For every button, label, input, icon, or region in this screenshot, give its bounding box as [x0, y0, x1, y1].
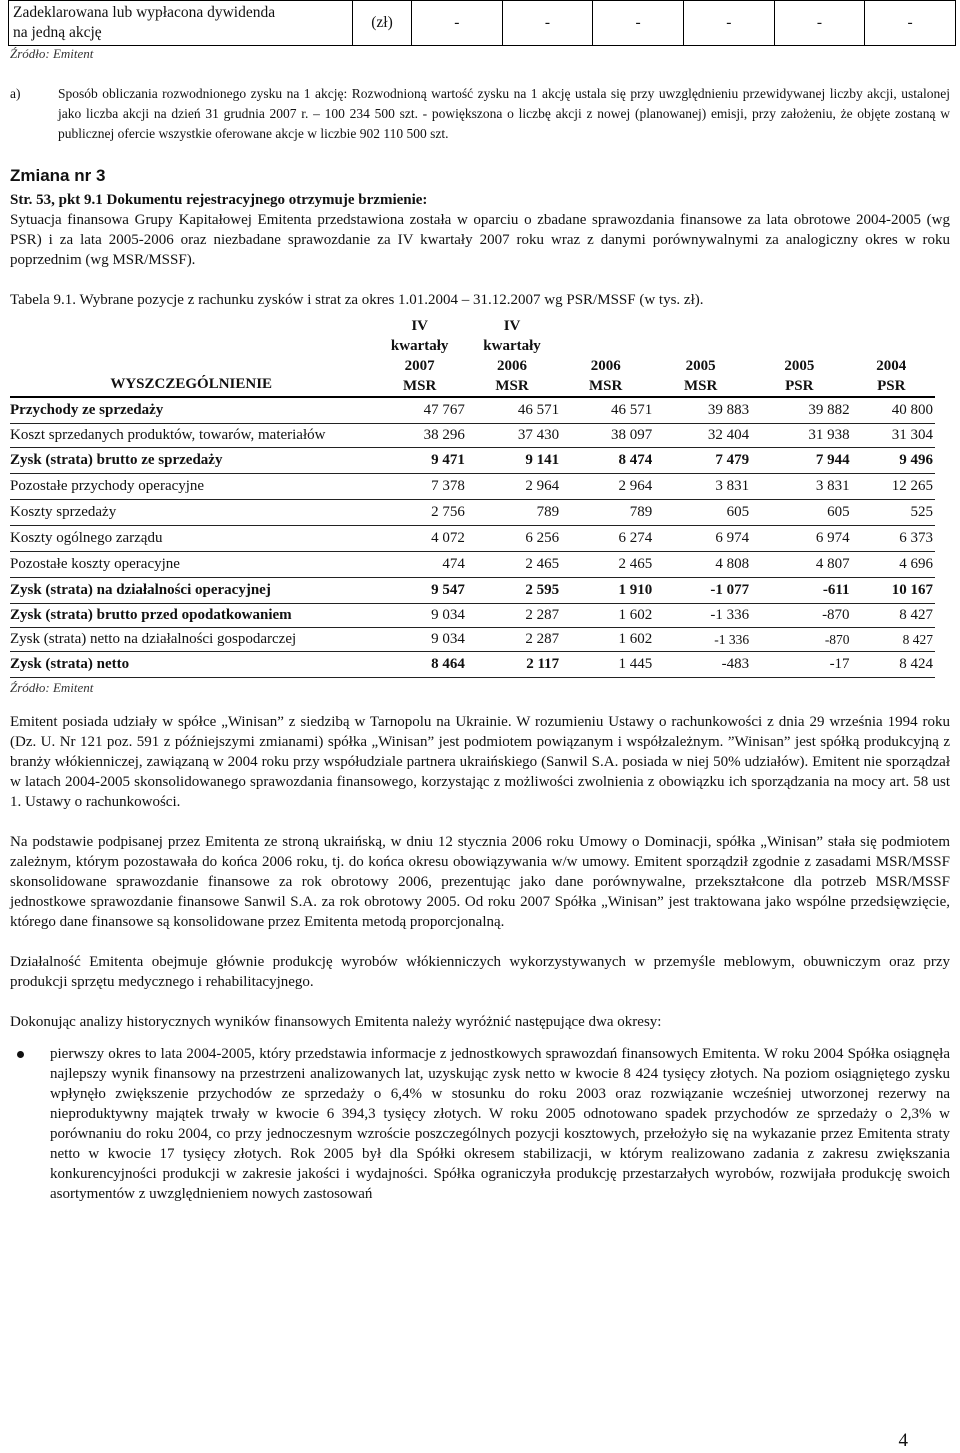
row-label: Koszty sprzedaży [10, 500, 376, 526]
column-header-line: PSR [785, 378, 814, 394]
table-cell: 8 464 [376, 652, 466, 678]
table-cell: 47 767 [376, 397, 466, 424]
column-header-line: MSR [402, 378, 437, 394]
table-cell: 2 964 [467, 474, 561, 500]
table-cell: 39 883 [654, 397, 751, 424]
table-row [10, 552, 935, 578]
table-cell: 1 602 [561, 628, 654, 652]
table-cell: 3 831 [751, 474, 851, 500]
column-header-line: IV [503, 318, 521, 334]
dividend-source: Źródło: Emitent [10, 46, 94, 61]
table-row [10, 526, 935, 552]
column-header-line: 2006 [590, 358, 621, 374]
financial-source: Źródło: Emitent [10, 680, 94, 695]
table-row [10, 474, 935, 500]
table-cell: 40 800 [852, 397, 935, 424]
list-item [50, 1044, 950, 1204]
table-cell: 474 [376, 552, 466, 578]
table-cell: 605 [751, 500, 851, 526]
dividend-label [9, 1, 353, 46]
table-cell: 9 496 [852, 448, 935, 474]
table-cell: 10 167 [852, 578, 935, 604]
table-cell: 31 304 [852, 424, 935, 448]
table-cell: 525 [852, 500, 935, 526]
table-caption: Tabela 9.1. Wybrane pozycje z rachunku zysków i strat za okres 1.01.2004 – 31.12.2007 wg PSR/MSSF (w tys. zł). [10, 292, 704, 308]
column-header-line: kwartały [390, 338, 449, 354]
table-cell: 2 595 [467, 578, 561, 604]
table-cell: 46 571 [467, 397, 561, 424]
table-cell: 7 944 [751, 448, 851, 474]
table-cell: 2 465 [467, 552, 561, 578]
dividend-table [8, 0, 956, 46]
note-a-text: Sposób obliczania rozwodnionego zysku na 1 akcję: Rozwodnioną wartość zysku na 1 akcję ustala się przy uwzględnieniu przewidywanej liczby akcji, ustalonej jako liczba akcji na dzień 31 grudnia 2007 r. – 100 234 500 szt. - powiększona o liczbę akcji z nowej (planowanej) emisji, przy założeniu, że objęte zostaną w publicznej ofercie wszystkie oferowane akcje w liczbie 902 110 500 szt. [58, 86, 950, 141]
header-wyszczegolnienie: WYSZCZEGÓLNIENIE [110, 376, 273, 392]
financial-table-body [10, 397, 935, 678]
table-cell: 9 141 [467, 448, 561, 474]
table-cell: 2 465 [561, 552, 654, 578]
dividend-label-line2: na jedną akcję [13, 24, 102, 41]
table-cell: 46 571 [561, 397, 654, 424]
paragraph-winisan: Emitent posiada udziały w spółce „Winisan” z siedzibą w Tarnopolu na Ukrainie. W rozumieniu Ustawy o rachunkowości z dnia 29 września 1994 roku (Dz. U. Nr 121 poz. 591 z późniejszymi zmianami) spółka „Winisan” jest podmiotem powiązanym i współzależnym. ”Winisan” jest spółką produkcyjną z branży włókienniczej, zawiązaną w 2004 roku przy współudziale partnera ukraińskiego (Sanwil S.A. posiada w niej 50% udziałów). Emitent nie sporządzał w latach 2004-2005 skonsolidowanego sprawozdania finansowego, korzystając z możliwości zwolnienia z obowiązku ich sporządzania na mocy art. 58 ust 1. Ustawy o rachunkowości. [10, 714, 950, 810]
dividend-unit: (zł) [353, 1, 412, 46]
table-cell: 9 471 [376, 448, 466, 474]
column-header-line: MSR [589, 378, 623, 394]
column-header-line: PSR [877, 378, 906, 394]
table-cell: 6 974 [654, 526, 751, 552]
table-row [10, 628, 935, 652]
change-intro: Sytuacja finansowa Grupy Kapitałowej Emitenta przedstawiona została w oparciu o zbadane sprawozdania finansowe za lata obrotowe 2004-2005 (wg PSR) i za lata 2005-2006 oraz niezbadane sprawozdanie za IV kwartały 2007 roku wraz z danymi porównywalnymi za analogiczny okres w roku poprzednim (wg MSR/MSSF). [10, 212, 950, 268]
column-header [561, 316, 654, 397]
table-cell: -17 [751, 652, 851, 678]
column-header-line: IV [411, 318, 428, 334]
dividend-value: - [502, 1, 593, 46]
bullet-icon [17, 1051, 24, 1058]
row-label: Koszty ogólnego zarządu [10, 526, 376, 552]
column-header [852, 316, 935, 397]
table-cell: 9 034 [376, 604, 466, 628]
table-cell: 38 097 [561, 424, 654, 448]
change-reference: Str. 53, pkt 9.1 Dokumentu rejestracyjnego otrzymuje brzmienie: [10, 192, 428, 208]
change-heading: Zmiana nr 3 [10, 166, 106, 185]
table-cell: -483 [654, 652, 751, 678]
table-cell: 1 910 [561, 578, 654, 604]
column-header [467, 316, 561, 397]
table-cell: -611 [751, 578, 851, 604]
row-label: Przychody ze sprzedaży [10, 397, 376, 424]
table-cell: 2 117 [467, 652, 561, 678]
table-cell: 4 808 [654, 552, 751, 578]
table-cell: 6 274 [561, 526, 654, 552]
document-page [10, 0, 950, 1204]
paragraph-periods-intro: Dokonując analizy historycznych wyników finansowych Emitenta należy wyróżnić następujące dwa okresy: [10, 1014, 662, 1030]
financial-table [10, 316, 935, 678]
page-number: 4 [898, 1430, 908, 1451]
column-header-line: 2005 [685, 358, 716, 374]
row-label: Zysk (strata) brutto ze sprzedaży [10, 448, 376, 474]
table-row [10, 500, 935, 526]
note-a-tag: a) [10, 86, 21, 101]
table-cell: 2 964 [561, 474, 654, 500]
table-cell: 31 938 [751, 424, 851, 448]
column-header-line: 2005 [784, 358, 815, 374]
row-label: Koszt sprzedanych produktów, towarów, materiałów [10, 424, 376, 448]
table-cell: 605 [654, 500, 751, 526]
table-cell: -870 [751, 628, 851, 652]
table-cell: 38 296 [376, 424, 466, 448]
dividend-value: - [865, 1, 956, 46]
table-cell: 7 479 [654, 448, 751, 474]
table-cell: 1 602 [561, 604, 654, 628]
table-row [10, 578, 935, 604]
dividend-value: - [774, 1, 865, 46]
table-cell: 4 072 [376, 526, 466, 552]
table-cell: 8 427 [852, 604, 935, 628]
column-header [654, 316, 751, 397]
table-cell: 2 287 [467, 628, 561, 652]
table-cell: 9 547 [376, 578, 466, 604]
table-cell: -1 077 [654, 578, 751, 604]
table-cell: 2 756 [376, 500, 466, 526]
table-cell: 789 [467, 500, 561, 526]
table-cell: 6 373 [852, 526, 935, 552]
table-row [10, 448, 935, 474]
row-label: Pozostałe przychody operacyjne [10, 474, 376, 500]
row-label: Zysk (strata) brutto przed opodatkowaniem [10, 604, 376, 628]
row-label: Zysk (strata) netto [10, 652, 376, 678]
table-cell: 4 696 [852, 552, 935, 578]
column-header-line: MSR [683, 378, 718, 394]
table-cell: 37 430 [467, 424, 561, 448]
table-row [10, 397, 935, 424]
table-cell: -1 336 [654, 604, 751, 628]
dividend-value: - [412, 1, 503, 46]
table-row [10, 604, 935, 628]
dividend-value: - [683, 1, 774, 46]
periods-list [10, 1044, 950, 1204]
column-header-line: kwartały [483, 338, 541, 354]
dividend-row [9, 1, 956, 46]
table-cell: 8 424 [852, 652, 935, 678]
table-cell: 8 474 [561, 448, 654, 474]
list-item-text: pierwszy okres to lata 2004-2005, który przedstawia informacje z jednostkowych sprawozdań finansowych Emitenta. W roku 2004 Spółka osiągnęła najlepszy wynik finansowy na przestrzeni analizowanych lat, uzyskując zysk netto w kwocie 8 424 tysięcy złotych. Na poziom osiągniętego zysku wpłynęło zwiększenie przychodów ze sprzedaży o 6,4% w stosunku do roku 2003 oraz rozwiązanie wcześniej utworzonej rezerwy na nieproduktywny majątek trwały w kwocie 6 394,3 tysięcy złotych. W roku 2005 odnotowano spadek przychodów ze sprzedaży o 2,3% w porównaniu do roku 2004, co przy jednoczesnym wzroście poszczególnych pozycji kosztowych, przełożyło się na wykazanie przez Emitenta straty netto w kwocie 17 tysięcy złotych. Rok 2005 był dla Spółki okresem stabilizacji, w którym realizowano zadania z zakresu zwiększania konkurencyjności produkcji w zakresie jakości i wydajności. Spółka ograniczyła produkcję przestarzałych wyrobów, rozwijała produkcję swoich asortymentów z uwzględnieniem nowych zastosowań [50, 1046, 950, 1202]
table-cell: 32 404 [654, 424, 751, 448]
table-cell: 39 882 [751, 397, 851, 424]
table-cell: -870 [751, 604, 851, 628]
row-label: Pozostałe koszty operacyjne [10, 552, 376, 578]
column-header-line: 2006 [497, 358, 528, 374]
table-cell: 9 034 [376, 628, 466, 652]
table-cell: 8 427 [852, 628, 935, 652]
table-cell: 4 807 [751, 552, 851, 578]
paragraph-domination-agreement: Na podstawie podpisanej przez Emitenta ze stroną ukraińską, w dniu 12 stycznia 2006 roku Umowy o Dominacji, spółka „Winisan” stała się podmiotem zależnym, którym pozostawała do końca 2006 roku, tj. do końca okresu obowiązywania w/w umowy. Emitent sporządził zgodnie z zasadami MSR/MSSF skonsolidowane sprawozdanie finansowe za rok obrotowy 2006, prezentując jako dane porównywalne, przekształcone dla potrzeb MSR/MSSF jednostkowe sprawozdanie finansowe Sanwil S.A. za rok obrotowy 2005. Od roku 2007 Spółka „Winisan” jest traktowana jako wspólne przedsięwzięcie, którego dane finansowe są konsolidowane przez Emitenta metodą proporcjonalną. [10, 834, 950, 930]
row-label: Zysk (strata) na działalności operacyjnej [10, 578, 376, 604]
column-header-line: 2004 [876, 358, 907, 374]
table-row [10, 652, 935, 678]
column-header [376, 316, 466, 397]
dividend-value: - [593, 1, 684, 46]
table-cell: -1 336 [654, 628, 751, 652]
row-label: Zysk (strata) netto na działalności gospodarczej [10, 628, 376, 652]
table-cell: 7 378 [376, 474, 466, 500]
column-header [751, 316, 851, 397]
dividend-label-line1: Zadeklarowana lub wypłacona dywidenda [13, 4, 276, 21]
table-row [10, 424, 935, 448]
table-cell: 789 [561, 500, 654, 526]
table-cell: 12 265 [852, 474, 935, 500]
paragraph-activity: Działalność Emitenta obejmuje głównie produkcję wyrobów włókienniczych wykorzystywanych w przemyśle meblowym, obuwniczym oraz przy produkcji sprzętu medycznego i rehabilitacyjnego. [10, 954, 950, 990]
table-cell: 3 831 [654, 474, 751, 500]
table-cell: 1 445 [561, 652, 654, 678]
note-a [10, 84, 950, 144]
financial-header-row [10, 316, 935, 397]
table-cell: 6 256 [467, 526, 561, 552]
column-header-line: 2007 [404, 358, 435, 374]
table-cell: 6 974 [751, 526, 851, 552]
column-header-line: MSR [495, 378, 529, 394]
table-cell: 2 287 [467, 604, 561, 628]
